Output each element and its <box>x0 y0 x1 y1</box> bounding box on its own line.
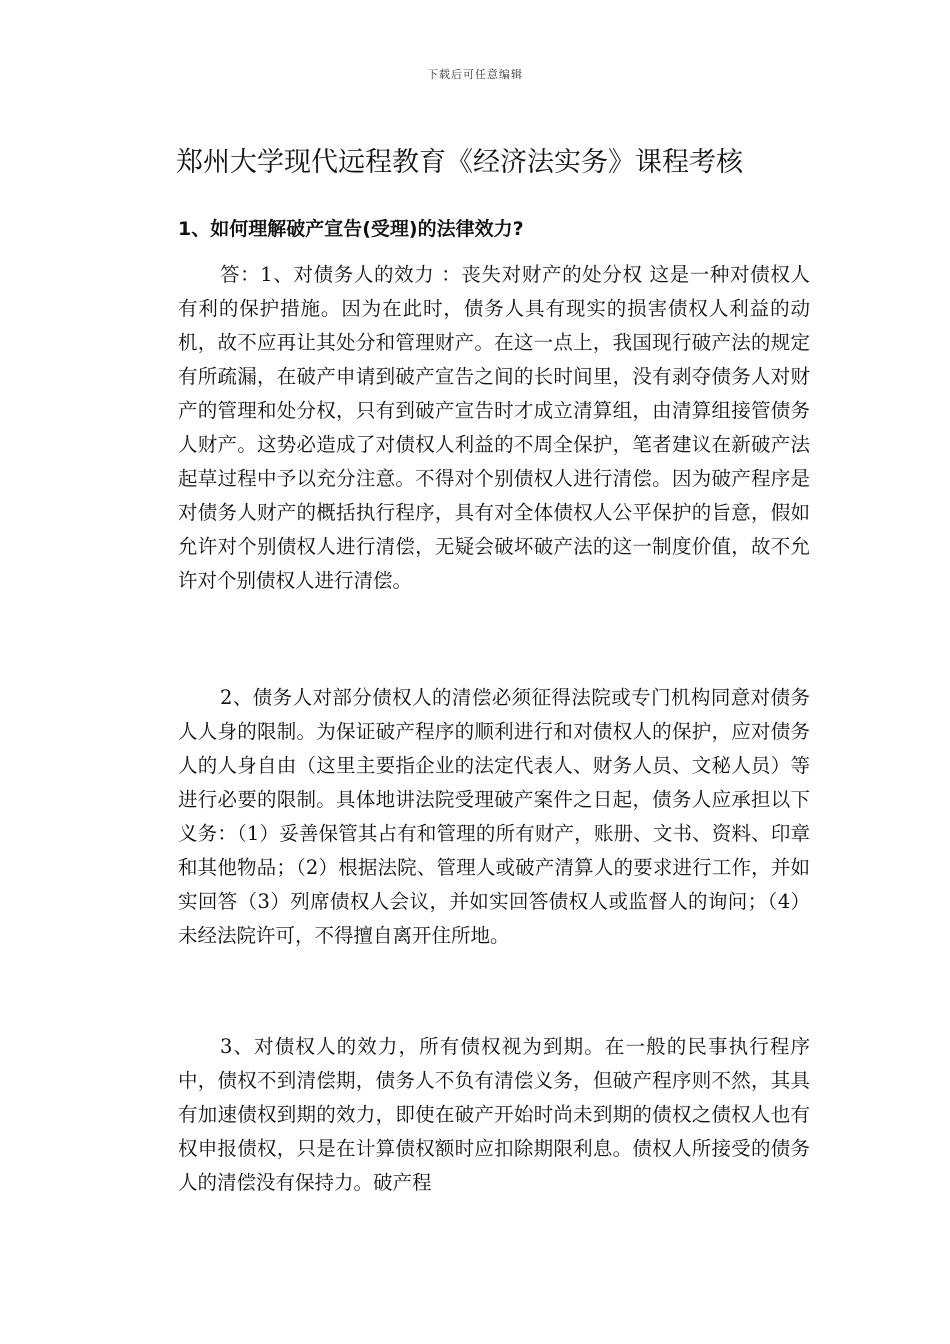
answer-paragraph-2: 2、债务人对部分债权人的清偿必须征得法院或专门机构同意对债务人人身的限制。为保证破产程序的顺利进行和对债权人的保护，应对债务人的人身自由（这里主要指企业的法定代表人、财务人员、文秘人员）等进行必要的限制。具体地讲法院受理破产案件之日起，债务人应承担以下义务：（1）妥善保管其占有和管理的所有财产，账册、文书、资料、印章和其他物品；（2）根据法院、管理人或破产清算人的要求进行工作，并如实回答（3）列席债权人会议，并如实回答债权人或监督人的询问；（4）未经法院许可，不得擅自离开住所地。 <box>178 686 810 947</box>
document-title: 郑州大学现代远程教育《经济法实务》课程考核 <box>176 147 743 178</box>
answer-paragraph-1: 答：1、对债务人的效力 ：丧失对财产的处分权 这是一种对债权人有利的保护措施。因为在此时，债务人具有现实的损害债权人利益的动机，故不应再让其处分和管理财产。在这一点上，我国现行破产法的规定有所疏漏，在破产申请到破产宣告之间的长时间里，没有剥夺债务人对财产的管理和处分权，只有到破产宣告时才成立清算组，由清算组接管债务人财产。这势必造成了对债权人利益的不周全保护，笔者建议在新破产法起草过程中予以充分注意。不得对个别债权人进行清偿。因为破产程序是对债务人财产的概括执行程序，具有对全体债权人公平保护的旨意，假如允许对个别债权人进行清偿，无疑会破坏破产法的这一制度价值，故不允许对个别债权人进行清偿。 <box>178 263 810 592</box>
question-heading: 1、如何理解破产宣告(受理)的法律效力? <box>178 218 524 240</box>
header-note: 下载后可任意编辑 <box>427 68 523 81</box>
answer-paragraph-3: 3、对债权人的效力，所有债权视为到期。在一般的民事执行程序中，债权不到清偿期，债务人不负有清偿义务，但破产程序则不然，其具有加速债权到期的效力，即使在破产开始时尚未到期的债权之债权人也有权申报债权，只是在计算债权额时应扣除期限利息。债权人所接受的债务人的清偿没有保持力。破产程 <box>178 1035 810 1194</box>
